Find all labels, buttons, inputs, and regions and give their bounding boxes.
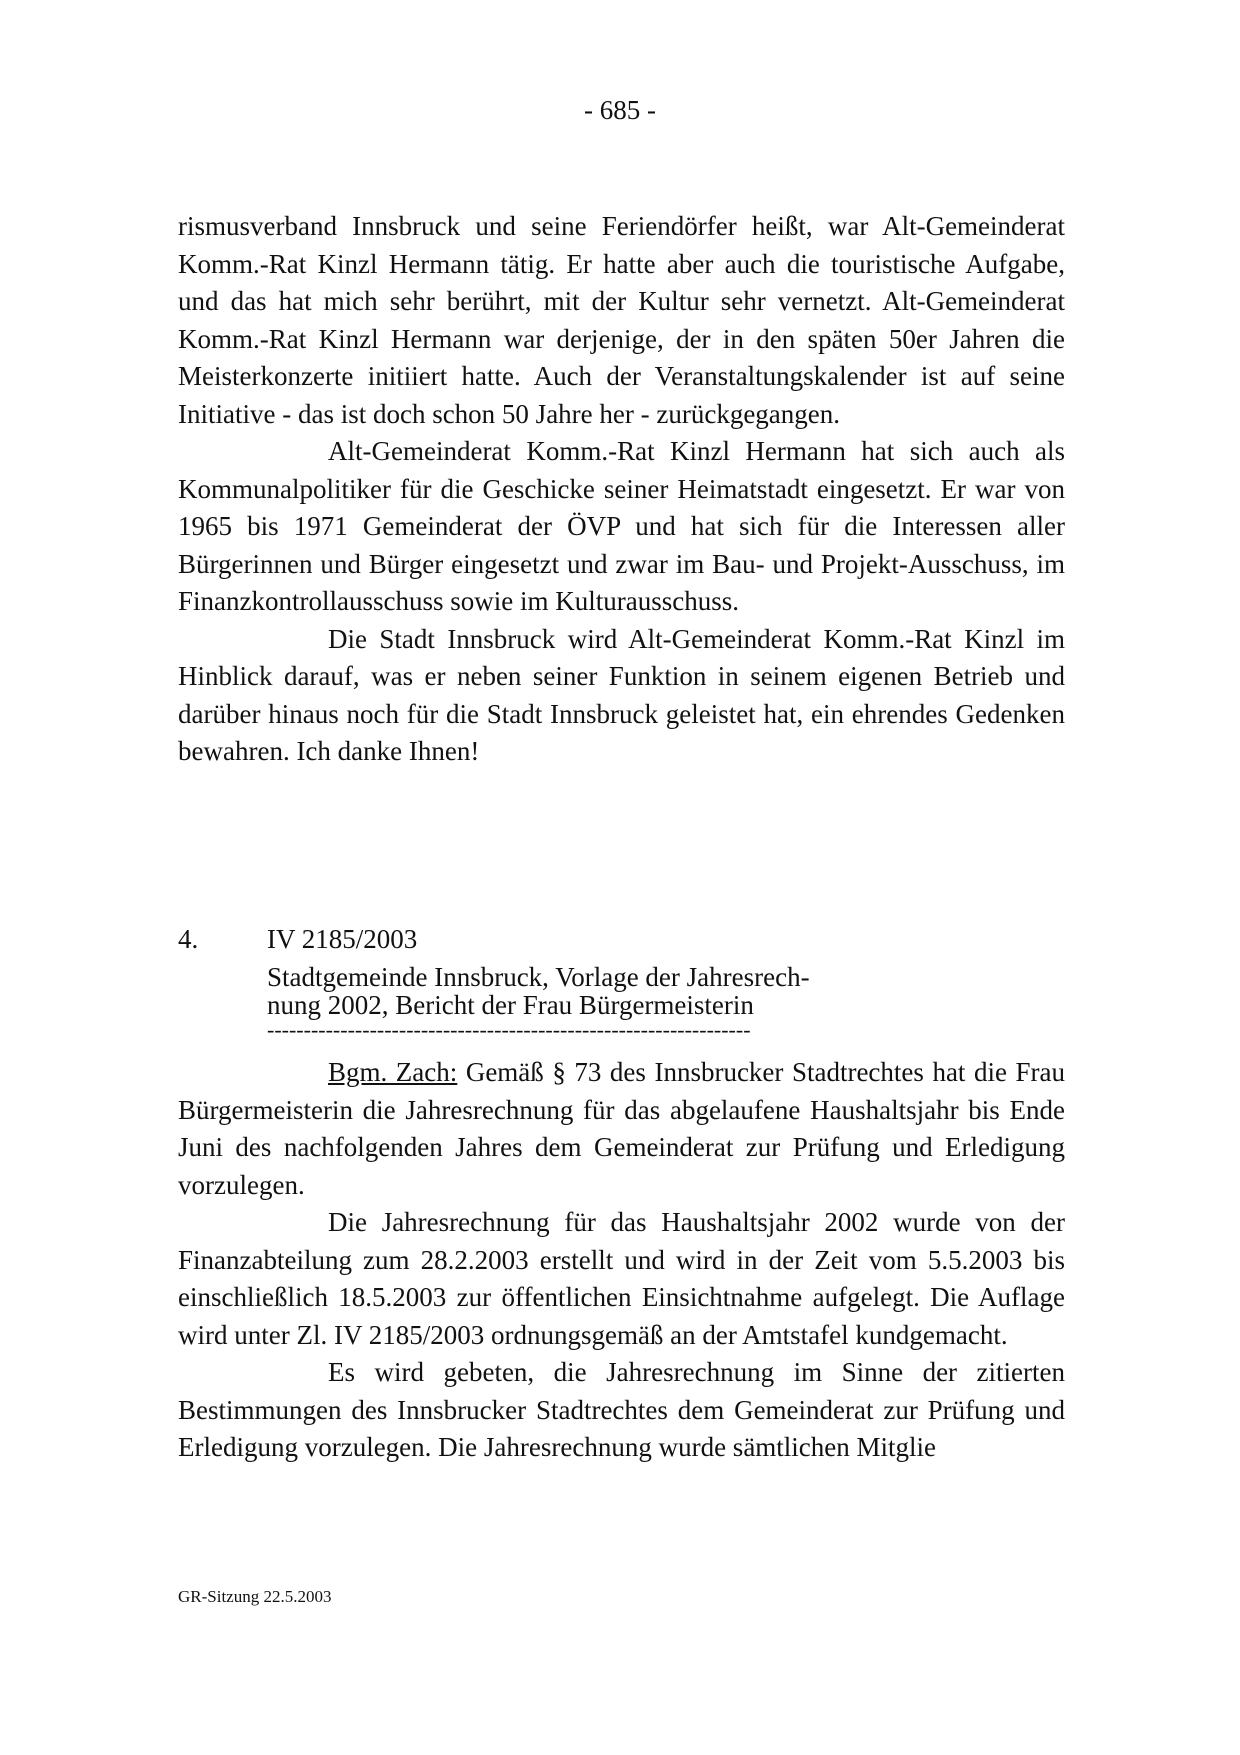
speaker-name: Bgm. Zach: (328, 1057, 458, 1087)
separator-line: ------------------------------------------------------------------ (267, 1019, 751, 1041)
paragraph: Alt-Gemeinderat Komm.-Rat Kinzl Hermann hat sich auch als Kommunalpolitiker für die Geschicke seiner Heimatstadt eingesetzt. Er war von 1965 bis 1971 Gemeinderat der ÖVP und hat sich für die Interessen aller Bürgerinnen und Bürger eingesetzt und zwar im Bau- und Projekt-Ausschuss, im Finanzkontrollausschuss sowie im Kulturausschuss. (178, 436, 1065, 616)
paragraph (178, 1054, 1065, 1204)
footer-text: GR-Sitzung 22.5.2003 (178, 1587, 332, 1606)
paragraph: Die Jahresrechnung für das Haushaltsjahr 2002 wurde von der Finanzabteilung zum 28.2.2003 erstellt und wird in der Zeit vom 5.5.2003 bis einschließlich 18.5.2003 zur öffentlichen Einsichtnahme aufgelegt. Die Auflage wird unter Zl. IV 2185/2003 ordnungsgemäß an der Amtstafel kundgemacht. (178, 1207, 1065, 1350)
paragraph: Die Stadt Innsbruck wird Alt-Gemeinderat Komm.-Rat Kinzl im Hinblick darauf, was er neben seiner Funktion in seinem eigenen Betrieb und darüber hinaus noch für die Stadt Innsbruck geleistet hat, ein ehrendes Gedenken bewahren. Ich danke Ihnen! (178, 623, 1065, 766)
agenda-item-title (267, 963, 887, 1019)
agenda-item-code: IV 2185/2003 (267, 924, 418, 954)
agenda-item-title-line: Stadtgemeinde Innsbruck, Vorlage der Jahresrech- (267, 962, 810, 992)
paragraph: Es wird gebeten, die Jahresrechnung im Sinne der zitierten Bestimmungen des Innsbrucker Stadtrechtes dem Gemeinderat zur Prüfung und Erledigung vorzulegen. Die Jahresrechnung wurde sämtlichen Mitglie (178, 1357, 1065, 1462)
paragraph-text: Gemäß § 73 des Innsbrucker Stadtrechtes hat die Frau Bürgermeisterin die Jahresrechnung für das abgelaufene Haushaltsjahr bis Ende Juni des nachfolgenden Jahres dem Gemeinderat zur Prüfung und Erledigung vorzulegen. (178, 1057, 1065, 1200)
paragraph: rismusverband Innsbruck und seine Feriendörfer heißt, war Alt-Gemeinderat Komm.-Rat Kinzl Hermann tätig. Er hatte aber auch die touristische Aufgabe, und das hat mich sehr berührt, mit der Kultur sehr vernetzt. Alt-Gemeinderat Komm.-Rat Kinzl Hermann war derjenige, der in den späten 50er Jahren die Meisterkonzerte initiiert hatte. Auch der Veranstaltungskalender ist auf seine Initiative - das ist doch schon 50 Jahre her - zurückgegangen. (178, 211, 1065, 429)
page-number: - 685 - (584, 95, 656, 125)
obituary-section (178, 208, 1065, 771)
agenda-item-title-line: nung 2002, Bericht der Frau Bürgermeisterin (267, 990, 754, 1020)
agenda-item-number: 4. (178, 924, 199, 954)
report-section (178, 1054, 1065, 1467)
